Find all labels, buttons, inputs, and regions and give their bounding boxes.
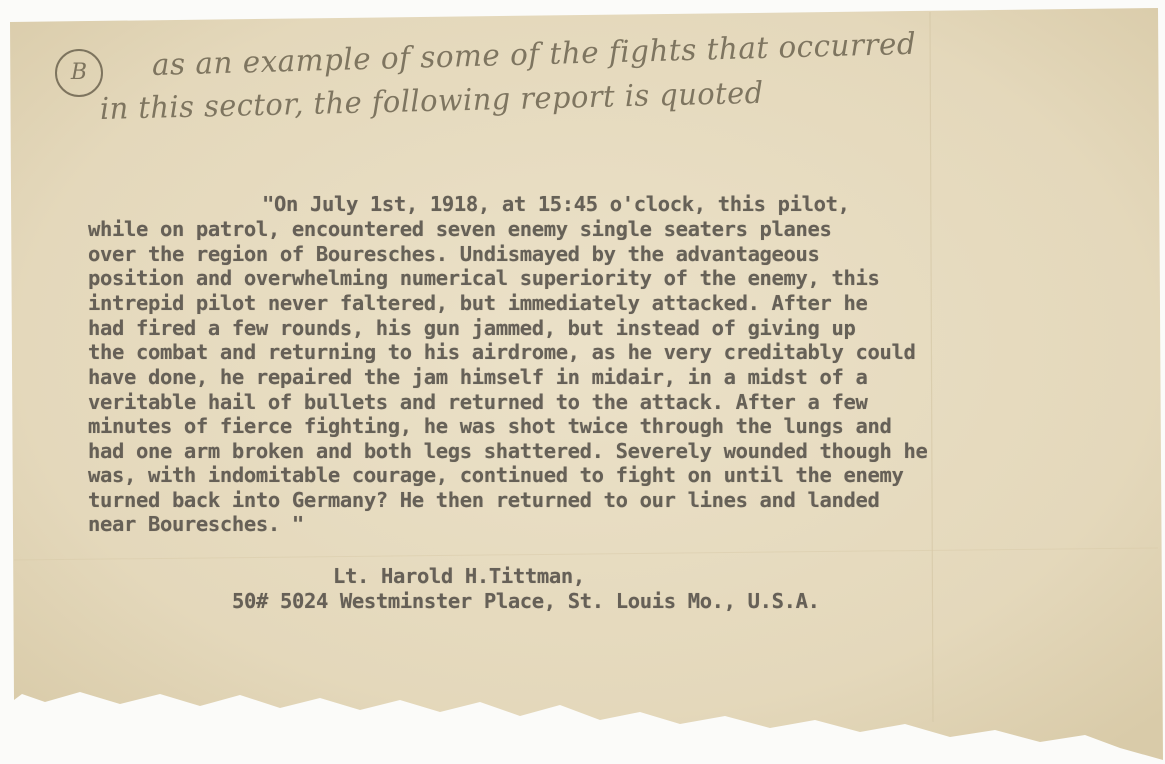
report-line: the combat and returning to his airdrome, as he very creditably could (88, 340, 916, 364)
report-line: was, with indomitable courage, continued to fight on until the enemy (88, 463, 904, 487)
report-line: had fired a few rounds, his gun jammed, but instead of giving up (88, 316, 856, 340)
report-line: over the region of Bouresches. Undismayed by the advantageous (88, 242, 820, 266)
report-line: have done, he repaired the jam himself in midair, in a midst of a (88, 365, 868, 389)
report-line: while on patrol, encountered seven enemy single seaters planes (88, 217, 832, 241)
signature-address: 50# 5024 Westminster Place, St. Louis Mo., U.S.A. (232, 589, 820, 613)
report-line: minutes of fierce fighting, he was shot twice through the lungs and (88, 414, 892, 438)
handwritten-note-line-1: as an example of some of the fights that occurred (151, 26, 917, 83)
report-line: position and overwhelming numerical superiority of the enemy, this (88, 266, 880, 290)
report-line: had one arm broken and both legs shattered. Severely wounded though he (88, 439, 928, 463)
report-line: intrepid pilot never faltered, but immediately attacked. After he (88, 291, 868, 315)
report-line: turned back into Germany? He then returned to our lines and landed (88, 488, 880, 512)
report-line: "On July 1st, 1918, at 15:45 o'clock, this pilot, (262, 192, 850, 216)
report-line: veritable hail of bullets and returned to the attack. After a few (88, 390, 868, 414)
handwritten-circled-marker: B (55, 49, 103, 97)
signature-name: Lt. Harold H.Tittman, (333, 564, 585, 588)
handwritten-note-line-2: in this sector, the following report is quoted (99, 75, 764, 127)
report-line: near Bouresches. " (88, 512, 304, 536)
